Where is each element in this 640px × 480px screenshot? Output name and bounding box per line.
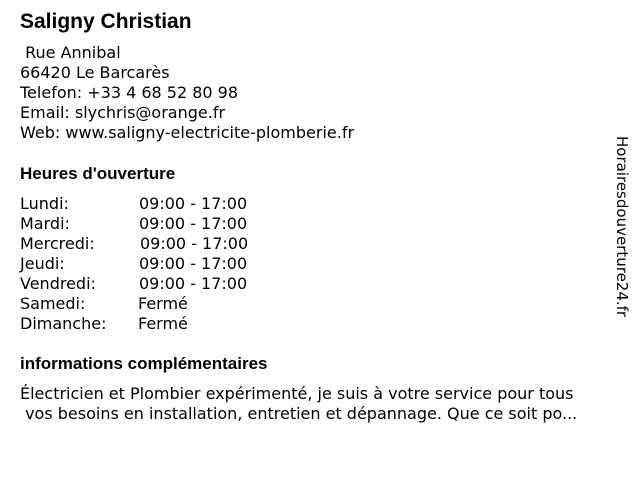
hours-value: 09:00 - 17:00 bbox=[139, 254, 248, 273]
hours-value: 09:00 - 17:00 bbox=[139, 194, 248, 213]
additional-info-heading: informations complémentaires bbox=[20, 354, 268, 373]
hours-value: 09:00 - 17:00 bbox=[139, 274, 248, 293]
hours-value: Fermé bbox=[138, 294, 188, 313]
street-address: Rue Annibal bbox=[20, 43, 121, 62]
day-label: Mercredi: bbox=[20, 234, 95, 253]
description-line: vos besoins en installation, entretien et dépannage. Que ce soit po... bbox=[20, 404, 578, 423]
description-text bbox=[20, 384, 630, 424]
email-address: Email: slychris@orange.fr bbox=[20, 103, 226, 122]
day-label: Dimanche: bbox=[20, 314, 107, 333]
hours-value: 09:00 - 17:00 bbox=[140, 234, 249, 253]
watermark-text: Horairesdouverture24.fr bbox=[613, 136, 631, 318]
day-label: Samedi: bbox=[20, 294, 86, 313]
hours-value: Fermé bbox=[138, 314, 188, 333]
phone-number: Telefon: +33 4 68 52 80 98 bbox=[20, 83, 239, 102]
address-block bbox=[20, 43, 354, 143]
opening-hours-heading: Heures d'ouverture bbox=[20, 164, 176, 183]
day-label: Lundi: bbox=[20, 194, 69, 213]
website-address: Web: www.saligny-electricite-plomberie.fr bbox=[20, 123, 355, 142]
watermark bbox=[612, 136, 640, 346]
day-label: Mardi: bbox=[20, 214, 70, 233]
city-address: 66420 Le Barcarès bbox=[20, 63, 170, 82]
hours-value: 09:00 - 17:00 bbox=[139, 214, 248, 233]
description-line: Électricien et Plombier expérimenté, je suis à votre service pour tous bbox=[20, 384, 574, 403]
day-label: Vendredi: bbox=[20, 274, 96, 293]
business-name: Saligny Christian bbox=[20, 10, 192, 33]
day-label: Jeudi: bbox=[20, 254, 65, 273]
